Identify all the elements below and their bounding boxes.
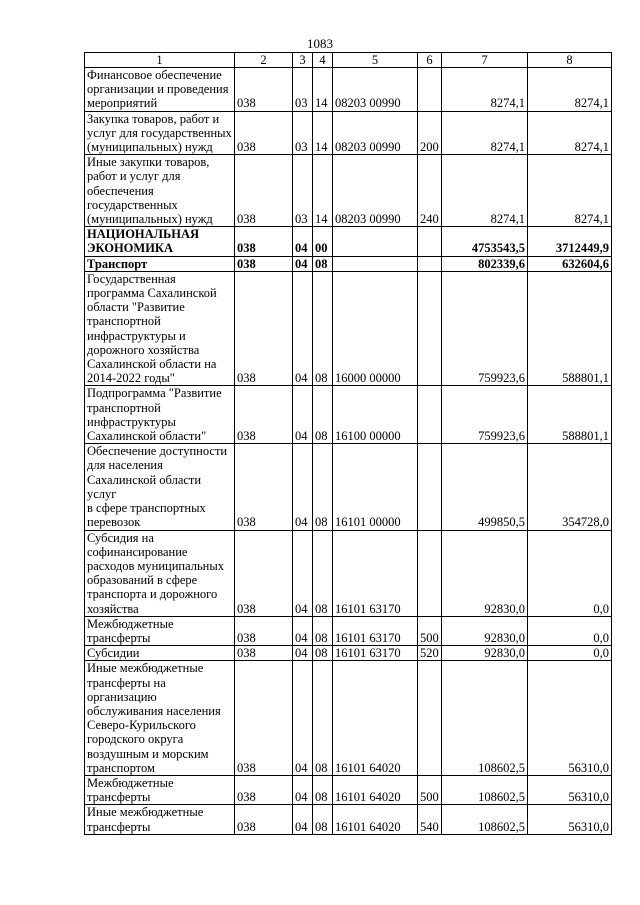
amount-year1-cell: 8274,1 <box>442 155 528 227</box>
table-row <box>85 256 612 271</box>
item-name-cell <box>85 530 235 616</box>
section-code-cell: 04 <box>293 616 313 645</box>
expense-type-cell: 520 <box>418 646 442 661</box>
ministry-code-cell: 038 <box>235 646 293 661</box>
item-name-line: Иные закупки товаров, <box>87 155 210 170</box>
subsection-code-cell: 08 <box>313 616 333 645</box>
item-name-line: Транспорт <box>87 256 148 271</box>
subsection-code-cell: 08 <box>313 646 333 661</box>
column-number-row <box>85 53 612 68</box>
amount-year2-cell: 632604,6 <box>528 256 612 271</box>
column-header: 6 <box>418 53 442 68</box>
target-article-cell: 16101 64020 <box>333 775 418 804</box>
item-name-cell <box>85 227 235 256</box>
item-name-cell <box>85 661 235 776</box>
item-name-cell <box>85 111 235 155</box>
page-number: 1083 <box>307 36 333 51</box>
item-name-line: (муниципальных) нужд <box>87 212 213 227</box>
column-header: 3 <box>293 53 313 68</box>
item-name-line: ЭКОНОМИКА <box>87 241 174 256</box>
item-name-cell <box>85 775 235 804</box>
expense-type-cell: 240 <box>418 155 442 227</box>
amount-year1-cell: 92830,0 <box>442 530 528 616</box>
ministry-code-cell: 038 <box>235 227 293 256</box>
item-name-cell <box>85 271 235 386</box>
ministry-code-cell: 038 <box>235 68 293 112</box>
target-article-cell: 16101 63170 <box>333 530 418 616</box>
target-article-cell: 16101 00000 <box>333 444 418 530</box>
expense-type-cell <box>418 386 442 444</box>
expense-type-cell <box>418 68 442 112</box>
section-code-cell: 04 <box>293 646 313 661</box>
item-name-line: Иные межбюджетные <box>87 661 204 676</box>
item-name-line: инфраструктуры и <box>87 328 186 343</box>
table-body <box>85 68 612 835</box>
item-name-line: организацию <box>87 689 157 704</box>
item-name-cell <box>85 616 235 645</box>
amount-year1-cell: 759923,6 <box>442 271 528 386</box>
target-article-cell: 16100 00000 <box>333 386 418 444</box>
table-row <box>85 68 612 112</box>
target-article-cell: 16101 64020 <box>333 805 418 834</box>
amount-year1-cell: 8274,1 <box>442 68 528 112</box>
item-name-line: НАЦИОНАЛЬНАЯ <box>87 227 200 242</box>
section-code-cell: 04 <box>293 386 313 444</box>
item-name-line: в сфере транспортных <box>87 501 206 516</box>
section-code-cell: 04 <box>293 444 313 530</box>
expense-type-cell <box>418 444 442 530</box>
item-name-line: транспортной <box>87 314 161 329</box>
expense-type-cell: 200 <box>418 111 442 155</box>
expense-type-cell <box>418 256 442 271</box>
amount-year1-cell: 759923,6 <box>442 386 528 444</box>
subsection-code-cell: 08 <box>313 775 333 804</box>
section-code-cell: 04 <box>293 227 313 256</box>
ministry-code-cell: 038 <box>235 256 293 271</box>
section-code-cell: 04 <box>293 530 313 616</box>
item-name-line: организации и проведения <box>87 82 229 97</box>
item-name-line: области "Развитие <box>87 300 185 315</box>
item-name-line: Государственная <box>87 271 176 286</box>
column-header: 7 <box>442 53 528 68</box>
item-name-line: мероприятий <box>87 96 158 111</box>
subsection-code-cell: 14 <box>313 68 333 112</box>
amount-year1-cell: 108602,5 <box>442 805 528 834</box>
table-row <box>85 386 612 444</box>
amount-year1-cell: 92830,0 <box>442 646 528 661</box>
amount-year2-cell: 8274,1 <box>528 155 612 227</box>
expense-type-cell: 540 <box>418 805 442 834</box>
ministry-code-cell: 038 <box>235 155 293 227</box>
item-name-line: Сахалинской области" <box>87 429 207 444</box>
item-name-line: образований в сфере <box>87 573 198 588</box>
item-name-cell <box>85 386 235 444</box>
table-row <box>85 111 612 155</box>
column-header: 5 <box>333 53 418 68</box>
item-name-line: Подпрограмма "Развитие <box>87 386 222 401</box>
item-name-line: (муниципальных) нужд <box>87 140 213 155</box>
section-code-cell: 04 <box>293 271 313 386</box>
table-row <box>85 530 612 616</box>
expense-type-cell <box>418 271 442 386</box>
target-article-cell: 16000 00000 <box>333 271 418 386</box>
amount-year2-cell: 0,0 <box>528 646 612 661</box>
item-name-cell <box>85 68 235 112</box>
section-code-cell: 04 <box>293 805 313 834</box>
expense-type-cell <box>418 227 442 256</box>
column-header: 4 <box>313 53 333 68</box>
amount-year1-cell: 8274,1 <box>442 111 528 155</box>
ministry-code-cell: 038 <box>235 805 293 834</box>
subsection-code-cell: 08 <box>313 256 333 271</box>
item-name-cell <box>85 256 235 271</box>
section-code-cell: 03 <box>293 155 313 227</box>
table-row <box>85 616 612 645</box>
item-name-line: для населения <box>87 458 163 473</box>
target-article-cell: 08203 00990 <box>333 111 418 155</box>
table-row <box>85 646 612 661</box>
item-name-line: Межбюджетные <box>87 775 174 790</box>
item-name-line: софинансирование <box>87 544 188 559</box>
item-name-line: транспортной <box>87 400 161 415</box>
subsection-code-cell: 14 <box>313 155 333 227</box>
subsection-code-cell: 08 <box>313 271 333 386</box>
item-name-cell <box>85 646 235 661</box>
ministry-code-cell: 038 <box>235 111 293 155</box>
table-row <box>85 805 612 834</box>
item-name-line: транспортом <box>87 760 155 775</box>
item-name-line: перевозок <box>87 515 141 530</box>
item-name-line: трансферты <box>87 790 151 805</box>
ministry-code-cell: 038 <box>235 444 293 530</box>
item-name-cell <box>85 805 235 834</box>
item-name-line: дорожного хозяйства <box>87 342 200 357</box>
subsection-code-cell: 08 <box>313 805 333 834</box>
table-row <box>85 444 612 530</box>
amount-year2-cell: 0,0 <box>528 616 612 645</box>
ministry-code-cell: 038 <box>235 530 293 616</box>
amount-year2-cell: 8274,1 <box>528 68 612 112</box>
table-row <box>85 775 612 804</box>
column-header: 2 <box>235 53 293 68</box>
item-name-line: трансферты на <box>87 675 166 690</box>
column-header: 1 <box>85 53 235 68</box>
amount-year1-cell: 4753543,5 <box>442 227 528 256</box>
expense-type-cell: 500 <box>418 616 442 645</box>
item-name-line: Сахалинской области на <box>87 357 217 372</box>
section-code-cell: 04 <box>293 775 313 804</box>
amount-year2-cell: 354728,0 <box>528 444 612 530</box>
item-name-line: программа Сахалинской <box>87 286 217 301</box>
subsection-code-cell: 08 <box>313 444 333 530</box>
item-name-line: услуг для государственных <box>87 125 232 140</box>
subsection-code-cell: 14 <box>313 111 333 155</box>
section-code-cell: 03 <box>293 68 313 112</box>
item-name-line: Иные межбюджетные <box>87 805 204 820</box>
subsection-code-cell: 08 <box>313 661 333 776</box>
target-article-cell: 16101 64020 <box>333 661 418 776</box>
item-name-line: воздушным и морским <box>87 746 209 761</box>
item-name-line: Субсидия на <box>87 530 154 545</box>
item-name-line: Сахалинской области услуг <box>87 472 202 501</box>
subsection-code-cell: 08 <box>313 530 333 616</box>
item-name-line: Обеспечение доступности <box>87 444 228 459</box>
subsection-code-cell: 00 <box>313 227 333 256</box>
amount-year1-cell: 108602,5 <box>442 661 528 776</box>
ministry-code-cell: 038 <box>235 661 293 776</box>
ministry-code-cell: 038 <box>235 775 293 804</box>
item-name-line: Субсидии <box>87 646 140 661</box>
item-name-line: трансферты <box>87 630 151 645</box>
item-name-line: государственных <box>87 197 178 212</box>
item-name-line: обслуживания населения <box>87 703 221 718</box>
target-article-cell: 08203 00990 <box>333 155 418 227</box>
amount-year1-cell: 802339,6 <box>442 256 528 271</box>
section-code-cell: 03 <box>293 111 313 155</box>
item-name-line: расходов муниципальных <box>87 558 225 573</box>
amount-year2-cell: 588801,1 <box>528 271 612 386</box>
item-name-cell <box>85 444 235 530</box>
amount-year2-cell: 56310,0 <box>528 661 612 776</box>
target-article-cell: 16101 63170 <box>333 646 418 661</box>
amount-year2-cell: 0,0 <box>528 530 612 616</box>
item-name-line: Финансовое обеспечение <box>87 68 222 82</box>
target-article-cell: 16101 63170 <box>333 616 418 645</box>
amount-year2-cell: 8274,1 <box>528 111 612 155</box>
ministry-code-cell: 038 <box>235 616 293 645</box>
table-row <box>85 155 612 227</box>
section-code-cell: 04 <box>293 661 313 776</box>
ministry-code-cell: 038 <box>235 271 293 386</box>
item-name-line: Межбюджетные <box>87 616 174 631</box>
amount-year1-cell: 499850,5 <box>442 444 528 530</box>
budget-table <box>84 52 612 835</box>
target-article-cell <box>333 227 418 256</box>
table-row <box>85 271 612 386</box>
item-name-line: хозяйства <box>87 601 139 616</box>
amount-year2-cell: 588801,1 <box>528 386 612 444</box>
amount-year2-cell: 56310,0 <box>528 805 612 834</box>
ministry-code-cell: 038 <box>235 386 293 444</box>
amount-year2-cell: 56310,0 <box>528 775 612 804</box>
expense-type-cell: 500 <box>418 775 442 804</box>
amount-year1-cell: 108602,5 <box>442 775 528 804</box>
table-row <box>85 661 612 776</box>
item-name-line: работ и услуг для <box>87 169 181 184</box>
item-name-line: 2014-2022 годы" <box>87 371 175 386</box>
item-name-line: Закупка товаров, работ и <box>87 111 220 126</box>
column-header: 8 <box>528 53 612 68</box>
amount-year2-cell: 3712449,9 <box>528 227 612 256</box>
item-name-line: инфраструктуры <box>87 414 176 429</box>
item-name-cell <box>85 155 235 227</box>
expense-type-cell <box>418 661 442 776</box>
item-name-line: трансферты <box>87 819 151 834</box>
item-name-line: городского округа <box>87 732 184 747</box>
target-article-cell: 08203 00990 <box>333 68 418 112</box>
item-name-line: обеспечения <box>87 183 154 198</box>
item-name-line: транспорта и дорожного <box>87 587 218 602</box>
subsection-code-cell: 08 <box>313 386 333 444</box>
table-row <box>85 227 612 256</box>
item-name-line: Северо-Курильского <box>87 718 196 733</box>
target-article-cell <box>333 256 418 271</box>
expense-type-cell <box>418 530 442 616</box>
section-code-cell: 04 <box>293 256 313 271</box>
amount-year1-cell: 92830,0 <box>442 616 528 645</box>
